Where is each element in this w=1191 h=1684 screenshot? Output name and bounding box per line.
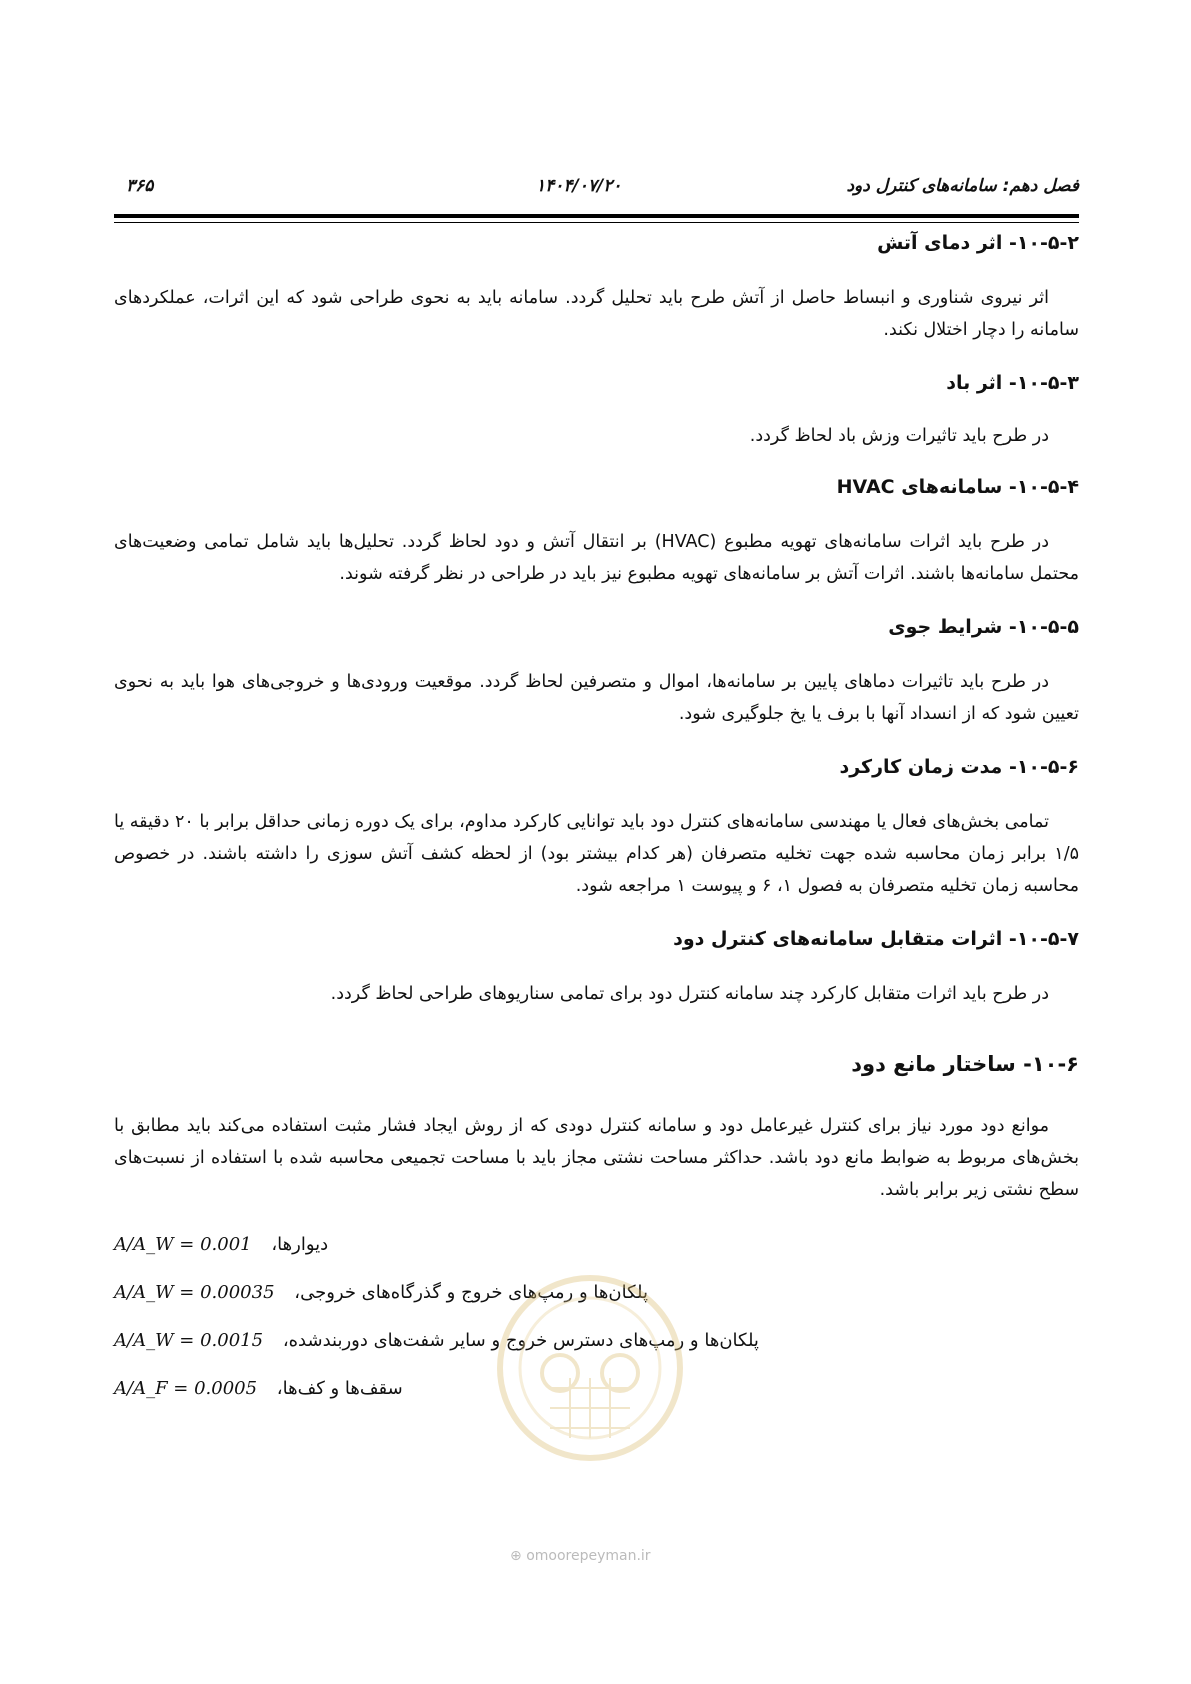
section-heading: ۱۰-۵-۳- اثر باد [946,372,1079,394]
formula-math: A/A_F = 0.0005 [114,1378,258,1399]
formula-math: A/A_W = 0.001 [114,1234,252,1255]
formula-condition: پلکان‌ها و رمپ‌های دسترس خروج و سایر شفت‌های دوربندشده، [282,1330,759,1351]
watermark-logo [490,1268,690,1488]
section-paragraph: تمامی بخش‌های فعال یا مهندسی سامانه‌های کنترل دود باید توانایی کارکرد مداوم، برای یک دوره زمانی حداقل برابر با ۲۰ دقیقه یا ۱/۵ برابر زمان محاسبه شده جهت تخلیه متصرفان (هر کدام بیشتر بود) از لحظه کشف آتش سوزی را داشته باشند. در خصوص محاسبه زمان تخلیه متصرفان به فصول ۱، ۶ و پیوست ۱ مراجعه شود. [114,812,1079,896]
section-heading: ۱۰-۶- ساختار مانع دود [851,1052,1079,1076]
section-heading: ۱۰-۵-۴- سامانه‌های HVAC [836,476,1079,498]
page-date: ۱۴۰۴/۰۷/۲۰ [536,176,622,196]
section-paragraph: اثر نیروی شناوری و انبساط حاصل از آتش طرح باید تحلیل گردد. سامانه باید به نحوی طراحی شود که این اثرات، عملکردهای سامانه را دچار اختلال نکند. [114,288,1079,340]
section-paragraph: در طرح باید تاثیرات وزش باد لحاظ گردد. [749,426,1049,446]
watermark-url: ⊕ omoorepeyman.ir [510,1548,651,1564]
formula-math: A/A_W = 0.0015 [114,1330,264,1351]
page-number: ۳۶۵ [126,176,154,196]
formula-condition: پلکان‌ها و رمپ‌های خروج و گذرگاه‌های خروجی، [294,1282,648,1303]
chapter-title: فصل دهم: سامانه‌های کنترل دود [846,176,1079,196]
section-paragraph: در طرح باید تاثیرات دماهای پایین بر سامانه‌ها، اموال و متصرفین لحاظ گردد. موقعیت ورودی‌ها و خروجی‌های هوا باید به نحوی تعیین شود که از انسداد آنها با برف یا یخ جلوگیری شود. [114,672,1079,724]
header-rule-thin [114,222,1079,223]
formula-line [114,1378,403,1399]
formula-line [114,1234,328,1255]
header-rule-thick [114,214,1079,218]
formula-condition: سقف‌ها و کف‌ها، [276,1378,403,1399]
section-paragraph: در طرح باید اثرات سامانه‌های تهویه مطبوع (HVAC) بر انتقال آتش و دود لحاظ گردد. تحلیل‌ها باید شامل تمامی وضعیت‌های محتمل سامانه‌ها باشند. اثرات آتش بر سامانه‌های تهویه مطبوع نیز باید در طراحی در نظر گرفته شوند. [114,532,1079,584]
formula-math: A/A_W = 0.00035 [114,1282,275,1303]
section-paragraph: موانع دود مورد نیاز برای کنترل غیرعامل دود و سامانه کنترل دودی که از روش ایجاد فشار مثبت استفاده می‌کند باید مطابق با بخش‌های مربوط به ضوابط مانع دود باشد. حداکثر مساحت نشتی مجاز باید با مساحت تجمیعی محاسبه شده با استفاده از نسبت‌های سطح نشتی زیر برابر باشد. [114,1116,1079,1200]
section-heading: ۱۰-۵-۲- اثر دمای آتش [877,232,1079,254]
section-paragraph: در طرح باید اثرات متقابل کارکرد چند سامانه کنترل دود برای تمامی سناریوهای طراحی لحاظ گردد. [330,984,1049,1004]
section-heading: ۱۰-۵-۷- اثرات متقابل سامانه‌های کنترل دود [673,928,1079,950]
formula-condition: دیوارها، [271,1234,329,1255]
section-heading: ۱۰-۵-۵- شرایط جوی [888,616,1079,638]
section-heading: ۱۰-۵-۶- مدت زمان کارکرد [839,756,1079,778]
